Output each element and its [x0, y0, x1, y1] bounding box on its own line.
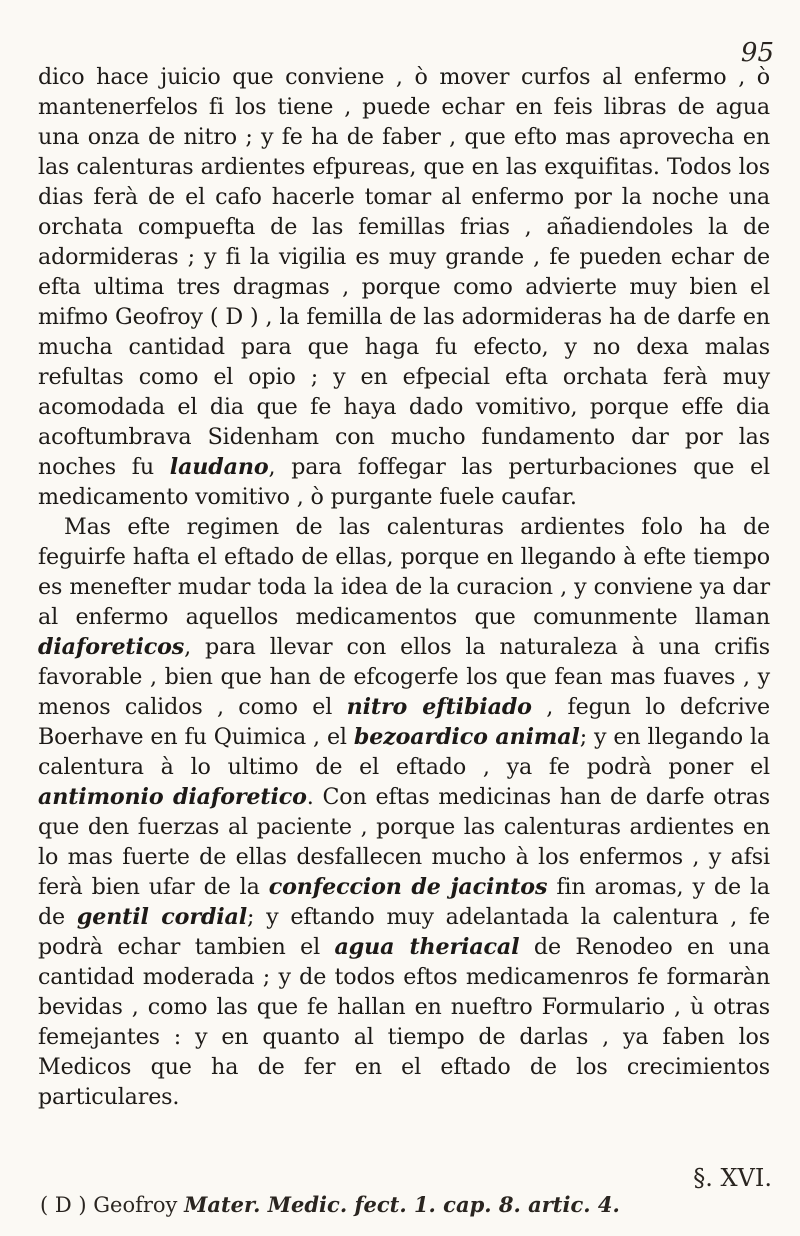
p1-text-2: , para foffegar las perturbaciones que el medicamento vomitivo , ò purgante fuele caufar. [38, 454, 770, 510]
p2-term-agua: agua theriacal [334, 934, 520, 960]
footnote [40, 1192, 770, 1217]
footnote-prefix: ( D ) Geofroy [40, 1193, 185, 1217]
p2-text-7: ; y eftando muy adelantada la calentura , fe podrà echar tambien el [38, 904, 771, 960]
p2-text-1: Mas efte regimen de las calenturas ardientes folo ha de feguirfe hafta el eftado de ellas, porque en llegando à efte tiempo es menefter mudar toda la idea de la curacion , y conviene ya dar al enfermo aquellos medicamentos que comunmente llaman [38, 514, 770, 630]
p2-text-2: , para llevar con ellos la naturaleza à una crifis favorable , bien que han de efcogerfe los que fean mas fuaves , y menos calidos , como el [38, 634, 770, 720]
p2-term-gentil: gentil cordial [76, 904, 248, 930]
p1-text-1: dico hace juicio que conviene , ò mover curfos al enfermo , ò mantenerfelos fi los tiene , puede echar en feis libras de agua una onza de nitro ; y fe ha de faber , que efto mas aprovecha en las calenturas ardientes efpureas, que en las exquifitas. Todos los dias ferà de el cafo hacerle tomar al enfermo por la noche una orchata compuefta de las femillas frias , añadiendoles la de adormideras ; y fi la vigilia es muy grande , fe pueden echar de efta ultima tres dragmas , porque como advierte muy bien el mifmo Geofroy ( D ) , la femilla de las adormideras ha de darfe en mucha cantidad para que haga fu efecto, y no dexa malas refultas como el opio ; y en efpecial efta orchata ferà muy acomodada el dia que fe haya dado vomitivo, porque effe dia acoftumbrava Sidenham con mucho fundamento dar por las noches fu [38, 64, 770, 480]
paragraph-1 [38, 62, 770, 512]
p2-term-bezoardico: bezoardico animal [353, 724, 580, 750]
p1-term-laudano: laudano [169, 454, 269, 480]
p2-text-6: fin aromas, y de la de [38, 874, 770, 930]
p2-term-antimonio: antimonio diaforetico [38, 784, 307, 810]
p2-term-diaforeticos: diaforeticos [38, 634, 185, 660]
p2-text-3: , fegun lo defcrive Boerhave en fu Quimica , el [38, 694, 771, 750]
section-heading: §. XVI. [693, 1164, 772, 1192]
p2-text-5: . Con eftas medicinas han de darfe otras que den fuerzas al paciente , porque las calenturas ardientes en lo mas fuerte de ellas desfallecen mucho à los enfermos , y afsi ferà bien ufar de la [38, 784, 770, 900]
page-number: 95 [740, 38, 774, 68]
p2-text-8: de Renodeo en una cantidad moderada ; y de todos eftos medicamenros fe formaràn bevidas , como las que fe hallan en nueftro Formulario , ù otras femejantes : y en quanto al tiempo de darlas , ya faben los Medicos que ha de fer en el eftado de los crecimientos particulares. [38, 934, 770, 1110]
p2-term-nitro: nitro eftibiado [346, 694, 532, 720]
paragraph-2 [38, 512, 770, 1112]
footnote-reference: Mater. Medic. fect. 1. cap. 8. artic. 4. [184, 1192, 620, 1217]
body-text [38, 62, 770, 1112]
p2-text-4: ; y en llegando la calentura à lo ultimo de el eftado , ya fe podrà poner el [38, 724, 770, 780]
p2-term-confeccion: confeccion de jacintos [268, 874, 548, 900]
